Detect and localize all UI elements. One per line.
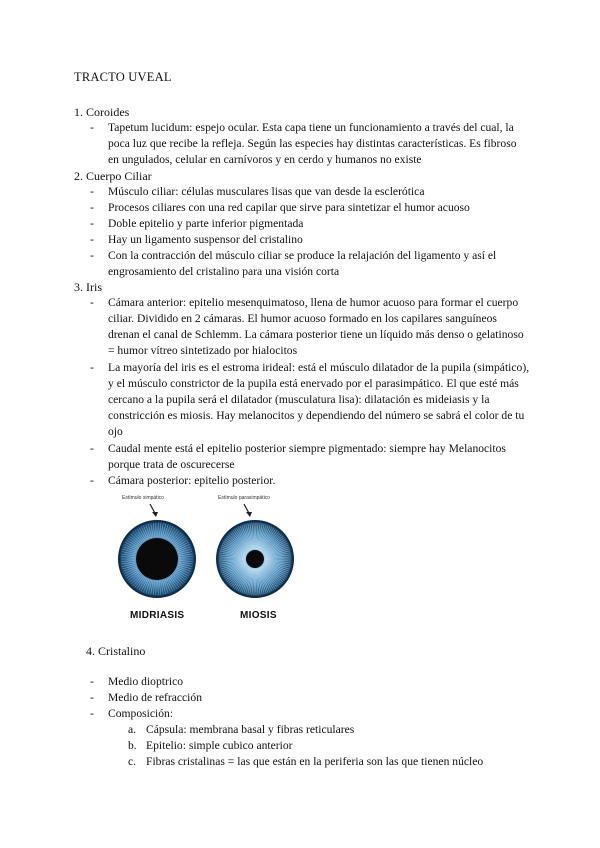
document-title: TRACTO UVEAL	[74, 70, 172, 84]
list-item: - Doble epitelio y parte inferior pigmentada	[90, 217, 304, 230]
sub-list-item: b. Epitelio: simple cubico anterior	[128, 739, 293, 752]
sub-list-item: a. Cápsula: membrana basal y fibras reticulares	[128, 723, 355, 736]
section-heading-cuerpo-ciliar: 2. Cuerpo Ciliar	[74, 169, 152, 183]
list-item: - Composición:	[90, 707, 174, 720]
midriasis-eye-icon	[119, 521, 195, 597]
list-item: - Hay un ligamento suspensor del cristalino	[90, 233, 303, 246]
list-item: - Cámara posterior: epitelio posterior.	[90, 474, 276, 487]
section-heading-coroides: 1. Coroides	[74, 105, 130, 119]
section-heading-cristalino: 4. Cristalino	[86, 644, 146, 658]
list-item: - Músculo ciliar: células musculares lisas que van desde la esclerótica	[90, 185, 425, 198]
pupil-illustration	[110, 495, 300, 607]
list-item: - Tapetum lucidum: espejo ocular. Esta capa tiene un funcionamiento a través del cual, la poca luz que recibe la refleja. Según las especies hay distintas características. Es fibroso en ungulados, celular en carnívoros y en cerdo y humanos no existe	[90, 121, 517, 166]
miosis-eye-icon	[217, 521, 293, 597]
list-item: - Cámara anterior: epitelio mesenquimatoso, llena de humor acuoso para formar el cuerpo ciliar. Dividido en 2 cámaras. El humor acuoso formado en los capilares sanguíneos drenan el canal de Schlemm. La cámara posterior tiene un líquido más denso o gelatinoso = humor vítreo sintetizado por hialocitos	[90, 296, 524, 357]
midriasis-caption: MIDRIASIS	[130, 610, 185, 621]
stimulus-label-left: Estímulo simpático	[122, 495, 164, 501]
list-item: - Caudal mente está el epitelio posterior siempre pigmentado: siempre hay Melanocitos porque trata de oscurecerse	[90, 442, 506, 471]
pupil-figure	[110, 495, 300, 625]
section-heading-iris: 3. Iris	[74, 280, 102, 294]
miosis-caption: MIOSIS	[240, 610, 277, 621]
list-item: - Medio de refracción	[90, 691, 202, 704]
list-item: - Procesos ciliares con una red capilar que sirve para sintetizar el humor acuoso	[90, 201, 470, 214]
list-item: - Con la contracción del músculo ciliar se produce la relajación del ligamento y así el engrosamiento del cristalino para una visión corta	[90, 249, 497, 278]
stimulus-label-right: Estímulo parasimpático	[218, 495, 270, 501]
list-item: - Medio dioptrico	[90, 675, 184, 688]
sub-list-item: c. Fibras cristalinas = las que están en la periferia son las que tienen núcleo	[128, 755, 484, 768]
list-item: - La mayoría del iris es el estroma irideal: está el músculo dilatador de la pupila (simpático), y el músculo constrictor de la pupila está enervado por el parasimpático. El que esté más cercano a la pupila será el dilatador (musculatura lisa): dilatación es mideiasis y la constricción es miosis. Hay melanocitos y dependiendo del número se sabrá el color de tu ojo	[90, 361, 530, 438]
